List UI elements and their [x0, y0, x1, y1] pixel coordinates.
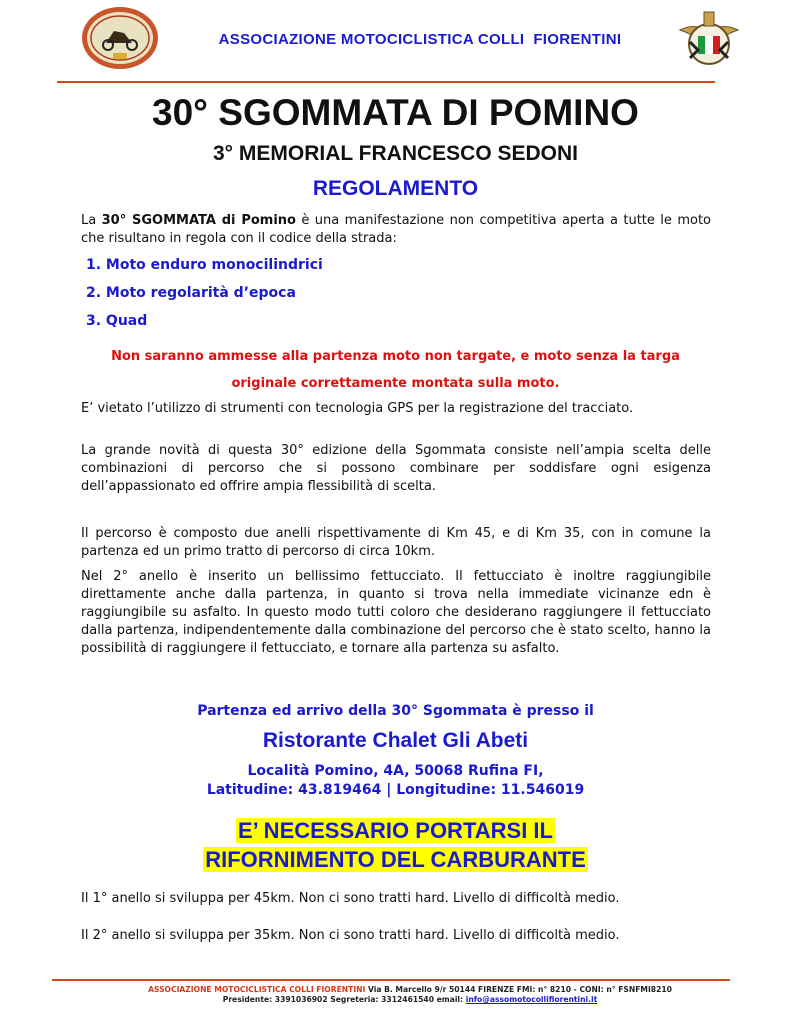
footer-divider	[52, 979, 730, 981]
percorso-paragraph: Il percorso è composto due anelli rispettivamente di Km 45, e di Km 35, con in comune la partenza ed un primo tratto di percorso di circa 10km.	[81, 526, 711, 559]
footer	[60, 985, 760, 1005]
gps-paragraph: E’ vietato l’utilizzo di strumenti con tecnologia GPS per la registrazione del tracciato.	[81, 401, 634, 416]
footer-email-link[interactable]: info@assomotocollifiorentini.it	[465, 995, 598, 1004]
venue-address: Località Pomino, 4A, 50068 Rufina FI,	[247, 763, 544, 779]
ring1-paragraph: Il 1° anello si sviluppa per 45km. Non ci sono tratti hard. Livello di difficoltà medio.	[81, 891, 620, 906]
fettucciato-paragraph: Nel 2° anello è inserito un bellissimo fettucciato. Il fettucciato è inoltre raggiungibile direttamente anche dalla partenza, in quanto si trova nella immediate vicinanze edn è raggiungibile su asfalto. In questo modo tutti coloro che desiderano raggiungere il fettucciato dalla partenza, indipendentemente dalla combinazione del percorso che è stato scelto, hanno la possibilità di raggiungere il fettucciato, e tornare alla partenza su asfalto.	[81, 569, 711, 656]
venue-name: Ristorante Chalet Gli Abeti	[262, 729, 529, 752]
plate-warning-line2: originale correttamente montata sulla moto.	[231, 376, 560, 391]
location-intro: Partenza ed arrivo della 30° Sgommata è presso il	[197, 703, 594, 719]
ring2-paragraph: Il 2° anello si sviluppa per 35km. Non ci sono tratti hard. Livello di difficoltà medio.	[81, 928, 620, 943]
club-logo-icon	[80, 5, 160, 71]
fuel-notice-line2: RIFORNIMENTO DEL CARBURANTE	[205, 847, 586, 872]
fuel-notice-line1: E’ NECESSARIO PORTARSI IL	[238, 818, 553, 843]
intro-text-start: La	[81, 213, 102, 228]
footer-contacts: Presidente: 3391036902 Segreteria: 3312461540 email:	[222, 995, 466, 1004]
intro-paragraph	[81, 212, 711, 248]
list-item: 3. Quad	[86, 313, 148, 329]
section-title: REGOLAMENTO	[312, 177, 479, 200]
list-item: 1. Moto enduro monocilindrici	[86, 257, 323, 273]
plate-warning	[60, 343, 731, 397]
footer-org: ASSOCIAZIONE MOTOCICLISTICA COLLI FIORENTINI	[148, 985, 366, 994]
venue-coordinates: Latitudine: 43.819464 | Longitudine: 11.546019	[206, 782, 585, 798]
event-title: 30° SGOMMATA DI POMINO	[152, 92, 639, 133]
intro-text-end: è una manifestazione non competitiva aperta a tutte le moto che risultano in regola con il codice della strada:	[81, 213, 711, 246]
plate-warning-line1: Non saranno ammesse alla partenza moto non targate, e moto senza la targa	[111, 349, 680, 364]
fuel-notice	[0, 816, 791, 874]
footer-address: Via B. Marcello 9/r 50144 FIRENZE FMI: n° 8210 - CONI: n° FSNFMI8210	[365, 985, 672, 994]
fmi-logo-icon	[676, 8, 742, 74]
header-divider	[57, 81, 715, 83]
org-title: ASSOCIAZIONE MOTOCICLISTICA COLLI FIORENTINI	[218, 31, 622, 48]
list-item: 2. Moto regolarità d’epoca	[86, 285, 296, 301]
novita-paragraph: La grande novità di questa 30° edizione della Sgommata consiste nell’ampia scelta delle combinazioni di percorso che si possono combinare per soddisfare ogni esigenza dell’appassionato ed offrire ampia flessibilità di scelta.	[81, 443, 711, 494]
memorial-subtitle: 3° MEMORIAL FRANCESCO SEDONI	[212, 142, 579, 165]
intro-event-name: 30° SGOMMATA di Pomino	[101, 213, 296, 228]
